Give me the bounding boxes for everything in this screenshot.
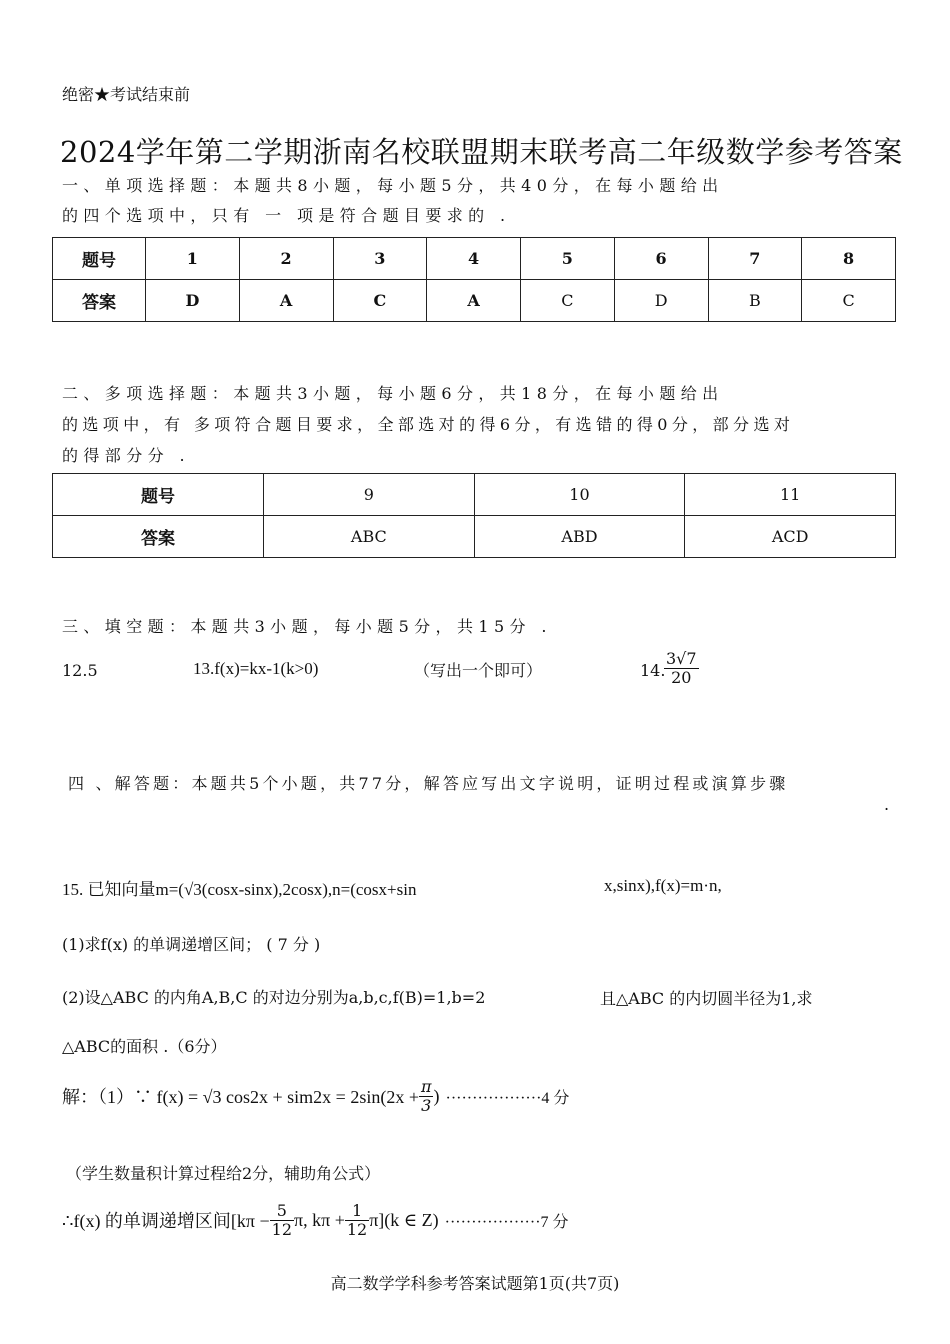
interval-prefix: ∴f(x) 的单调递增区间[kπ − <box>62 1211 270 1231</box>
q15-solution-line1 <box>62 1073 569 1119</box>
page-title: 2024学年第二学期浙南名校联盟期末联考高二年级数学参考答案 <box>60 135 903 169</box>
section3-intro: 三、填空题：本题共3小题，每小题5分，共15分 . <box>62 617 552 636</box>
single-choice-table <box>52 237 896 322</box>
solution-expression: 解：（1）∵ f(x) = √3 cos2x + sim2x = 2sin(2x + <box>62 1087 419 1107</box>
question-number: 11 <box>685 474 896 516</box>
q15-part2-c: △ABC的面积 .（6分） <box>62 1037 227 1056</box>
question-number: 1 <box>146 238 240 280</box>
question-number: 4 <box>427 238 521 280</box>
answer-cell: C <box>333 280 427 322</box>
fraction-denominator: 20 <box>671 667 692 687</box>
fraction-numerator: 3√7 <box>666 649 697 668</box>
q15-increasing-interval <box>62 1195 569 1245</box>
solution-close-paren: ) <box>433 1085 440 1106</box>
q15-stem-part2: x,sinx),f(x)=m·n, <box>604 876 722 895</box>
answer-cell: D <box>146 280 240 322</box>
fraction-denominator: 3 <box>421 1095 432 1115</box>
section1-intro-line1: 一、单项选择题：本题共8小题，每小题5分，共40分，在每小题给出 <box>62 176 724 195</box>
answer-14-fraction <box>664 650 699 686</box>
fraction-denominator: 12 <box>346 1219 368 1239</box>
section4-intro-end: . <box>884 795 890 814</box>
pi-over-three-fraction <box>419 1078 434 1114</box>
answer-13-note: （写出一个即可） <box>414 661 543 680</box>
answer-12: 12.5 <box>62 661 98 680</box>
fraction-denominator: 12 <box>271 1219 293 1239</box>
answer-14-label: 14. <box>640 661 666 680</box>
q15-part1: (1)求f(x) 的单调递增区间； ( 7 分 ) <box>62 935 321 954</box>
section1-intro-line2: 的四个选项中，只有 一 项是符合题目要求的 . <box>62 206 511 225</box>
table-row-header: 答案 <box>53 516 264 558</box>
multi-choice-table <box>52 473 896 558</box>
question-number: 10 <box>474 474 685 516</box>
table-row-header: 答案 <box>53 280 146 322</box>
answer-cell: B <box>708 280 802 322</box>
question-number: 3 <box>333 238 427 280</box>
answer-cell: A <box>427 280 521 322</box>
answer-13: 13.f(x)=kx-1(k>0) <box>193 659 319 678</box>
fraction-numerator: 5 <box>270 1202 294 1221</box>
score-dots: ··················4 分 <box>445 1089 570 1107</box>
question-number: 6 <box>614 238 708 280</box>
q15-part2-b: 且△ABC 的内切圆半径为1,求 <box>600 989 813 1008</box>
section2-intro-line2: 的选项中，有 多项符合题目要求，全部选对的得6分，有选错的得0分，部分选对 <box>62 415 795 434</box>
section2-intro-line3: 的得部分分 . <box>62 446 190 465</box>
q15-stem-part1: 15. 已知向量m=(√3(cosx-sinx),2cosx),n=(cosx+sin <box>62 880 417 899</box>
answer-cell: C <box>802 280 896 322</box>
one-twelfth-fraction <box>345 1202 369 1238</box>
question-number: 8 <box>802 238 896 280</box>
answer-cell: ABD <box>474 516 685 558</box>
section2-intro-line1: 二、多项选择题：本题共3小题，每小题6分，共18分，在每小题给出 <box>62 384 724 403</box>
table-row-header: 题号 <box>53 238 146 280</box>
answer-cell: ABC <box>264 516 475 558</box>
answer-cell: ACD <box>685 516 896 558</box>
answer-cell: A <box>239 280 333 322</box>
q15-part2-a: (2)设△ABC 的内角A,B,C 的对边分别为a,b,c,f(B)=1,b=2 <box>62 988 486 1007</box>
page-footer: 高二数学学科参考答案试题第1页(共7页) <box>330 1274 620 1293</box>
score-dots: ··················7 分 <box>444 1213 569 1231</box>
q15-note: （学生数量积计算过程给2分，辅助角公式） <box>66 1164 381 1183</box>
answer-cell: C <box>521 280 615 322</box>
fraction-numerator: π <box>420 1076 432 1096</box>
interval-suffix: π](k ∈ Z) <box>369 1209 439 1230</box>
table-row-header: 题号 <box>53 474 264 516</box>
answer-cell: D <box>614 280 708 322</box>
question-number: 7 <box>708 238 802 280</box>
interval-middle: π, kπ + <box>294 1209 345 1230</box>
question-number: 2 <box>239 238 333 280</box>
section4-intro: 四 、解答题：本题共5个小题，共77分，解答应写出文字说明，证明过程或演算步骤 <box>68 774 789 793</box>
five-twelfths-fraction <box>270 1202 294 1238</box>
fraction-numerator: 1 <box>345 1202 369 1221</box>
question-number: 5 <box>521 238 615 280</box>
secret-note: 绝密★考试结束前 <box>62 85 191 104</box>
question-number: 9 <box>264 474 475 516</box>
